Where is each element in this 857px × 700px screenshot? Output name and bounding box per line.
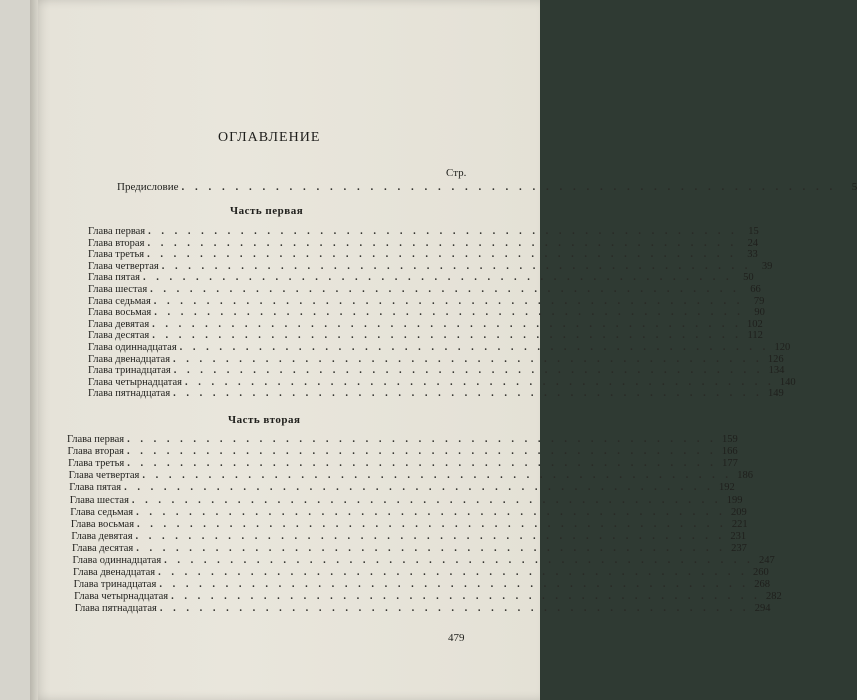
toc-entry [67,434,738,446]
toc-entry [68,470,753,482]
book-page [30,0,857,700]
toc-leader-dots: . . . . . . . . . . . . . . . . . . . . . . . . . . . . . . . . . . . . . . . . . . . . . [173,388,763,400]
toc-leader-dots: . . . . . . . . . . . . . . . . . . . . . . . . . . . . . . . . . . . . . . . . . . . . . [159,579,749,591]
toc-entry-label: Глава пятая [69,482,122,494]
toc-entry-page: 39 [761,260,773,272]
adjacent-page-fragment [0,451,8,465]
toc-entry-label: Глава одиннадцатая [88,342,177,353]
toc-entry [88,307,765,319]
toc-leader-dots: . . . . . . . . . . . . . . . . . . . . . . . . . . . . . . . . . . . . . . . . . . . . . [147,237,738,249]
page-column-label: Стр. [446,167,467,179]
toc-entry-page: 24 [747,237,759,249]
toc-entry-label: Глава восьмая [70,518,135,530]
toc-entry-page: 260 [752,567,769,579]
toc-entry-page: 50 [743,272,754,284]
toc-entry-label: Глава десятая [71,542,134,554]
toc-entry-label: Глава шестая [88,284,148,295]
toc-entry-label: Глава одиннадцатая [72,555,162,566]
toc-leader-dots: . . . . . . . . . . . . . . . . . . . . . . . . . . . . . . . . . . . . . . . . . . . . . [136,542,726,554]
toc-entry-page: 177 [722,458,738,470]
toc-leader-dots: . . . . . . . . . . . . . . . . . . . . . . . . . . . . . . . . . . . . . . . . . . . . . [173,365,764,377]
toc-entry [69,494,743,507]
toc-leader-dots: . . . . . . . . . . . . . . . . . . . . . . . . . . . . . . . . . . . . . . . . . . . . . [173,353,763,365]
toc-leader-dots: . . . . . . . . . . . . . . . . . . . . . . . . . . . . . . . . . . . . . . . . . . . . . [142,470,732,482]
toc-entry-page: 186 [737,470,753,482]
page-title: ОГЛАВЛЕНИЕ [218,130,321,145]
toc-entry [67,446,738,458]
toc-entry-page: 159 [722,434,738,445]
adjacent-page-fragment [0,521,7,535]
toc-entry [88,260,773,273]
toc-entry-label: Глава двенадцатая [73,567,156,579]
toc-entry [88,249,758,261]
toc-leader-dots: . . . . . . . . . . . . . . . . . . . . . . . . . . . . . . . . . . . . . . . . . . . . . [158,567,748,579]
toc-entry-label: Глава первая [88,226,146,237]
adjacent-page-fragment [0,423,9,437]
adjacent-page-fragment [0,563,6,577]
toc-entry [72,555,775,567]
toc-entry-label: Глава четырнадцатая [88,376,182,388]
toc-entry-label: Глава третья [88,249,145,261]
toc-entry-page: 102 [747,318,763,330]
toc-leader-dots: . . . . . . . . . . . . . . . . . . . . . . . . . . . . . . . . . . . . . . . . . . . . . [137,518,727,530]
toc-entry [88,295,765,308]
toc-entry [88,226,759,238]
toc-entry-label: Глава седьмая [70,506,134,518]
toc-entry-label: Глава десятая [88,330,150,342]
toc-entry-page: 282 [765,591,782,603]
toc-entry-page: 66 [750,284,761,295]
toc-entry [73,567,769,579]
toc-entry-page: 79 [753,295,765,307]
toc-entry-label: Глава третья [68,458,125,470]
adjacent-page-fragment [0,479,8,493]
toc-entry-label: Глава пятнадцатая [88,388,171,400]
toc-entry-page: 209 [730,506,747,518]
toc-leader-dots: . . . . . . . . . . . . . . . . . . . . . . . . . . . . . . . . . . . . . . . . . . . . . [127,434,717,445]
toc-entry-label: Глава девятая [71,530,133,542]
adjacent-page-fragment [0,535,7,549]
toc-entry [88,318,763,331]
toc-entry [71,542,747,555]
toc-entry-page: 294 [754,603,771,615]
toc-entry-page: 231 [730,530,747,542]
toc-entry-page: 247 [759,555,775,566]
part-heading-1: Часть первая [230,205,304,217]
toc-leader-dots: . . . . . . . . . . . . . . . . . . . . . . . . . . . . . . . . . . . . . . . . . . . . . . . . . [181,181,837,193]
toc-entry [70,506,747,519]
adjacent-page-fragment [0,409,9,423]
toc-leader-dots: . . . . . . . . . . . . . . . . . . . . . . . . . . . . . . . . . . . . . . . . . . . . . [148,226,738,237]
toc-entry [68,458,738,470]
toc-entry-label: Глава пятая [88,272,140,284]
toc-entry [88,365,785,377]
toc-entry-label: Глава четвертая [68,470,140,482]
toc-leader-dots: . . . . . . . . . . . . . . . . . . . . . . . . . . . . . . . . . . . . . . . . . . . . . [171,591,761,603]
toc-entry-page: 33 [747,249,758,261]
toc-leader-dots: . . . . . . . . . . . . . . . . . . . . . . . . . . . . . . . . . . . . . . . . . . . . . [147,249,737,261]
adjacent-page-text-fragments [0,395,9,577]
toc-leader-dots: . . . . . . . . . . . . . . . . . . . . . . . . . . . . . . . . . . . . . . . . . . . . . [150,284,740,295]
toc-entry-page: 5 [851,181,857,193]
toc-entry-label: Глава восьмая [88,307,152,319]
toc-entry [88,237,759,250]
toc-leader-dots: . . . . . . . . . . . . . . . . . . . . . . . . . . . . . . . . . . . . . . . . . . . . . [164,555,754,566]
toc-entry-label: Глава четвертая [88,260,159,272]
toc-entry-preface [117,181,857,193]
toc-entry-page: 120 [774,342,791,353]
toc-entry [74,591,782,603]
toc-entry [69,482,735,494]
toc-entry-page: 140 [779,376,796,388]
adjacent-page-fragment [0,437,8,451]
toc-leader-dots: . . . . . . . . . . . . . . . . . . . . . . . . . . . . . . . . . . . . . . . . . . . . . [135,530,726,542]
toc-entry-label: Глава девятая [88,318,150,330]
adjacent-page-fragment [0,395,9,409]
toc-leader-dots: . . . . . . . . . . . . . . . . . . . . . . . . . . . . . . . . . . . . . . . . . . . . . [184,376,775,388]
adjacent-page-fragment [0,507,7,521]
toc-entry [88,330,763,342]
toc-entry-page: 126 [767,353,784,365]
toc-entry-page: 192 [719,482,735,494]
adjacent-page-fragment [0,465,8,479]
table-of-contents [30,0,857,700]
toc-entry-label: Глава пятнадцатая [74,603,157,615]
toc-entry-page: 268 [754,579,770,591]
toc-leader-dots: . . . . . . . . . . . . . . . . . . . . . . . . . . . . . . . . . . . . . . . . . . . . . [124,482,714,494]
toc-leader-dots: . . . . . . . . . . . . . . . . . . . . . . . . . . . . . . . . . . . . . . . . . . . . . [131,494,722,506]
toc-entry [88,342,791,354]
toc-entry-page: 15 [748,226,759,237]
toc-entry [88,376,796,389]
toc-entry-label: Глава первая [67,434,125,445]
toc-entry [88,388,784,400]
toc-leader-dots: . . . . . . . . . . . . . . . . . . . . . . . . . . . . . . . . . . . . . . . . . . . . . [136,506,726,518]
toc-entry-label: Глава шестая [69,494,129,506]
toc-entry [70,518,748,531]
toc-leader-dots: . . . . . . . . . . . . . . . . . . . . . . . . . . . . . . . . . . . . . . . . . . . . . [161,260,752,272]
toc-leader-dots: . . . . . . . . . . . . . . . . . . . . . . . . . . . . . . . . . . . . . . . . . . . . . [152,318,742,330]
toc-entry-page: 199 [726,494,743,506]
toc-leader-dots: . . . . . . . . . . . . . . . . . . . . . . . . . . . . . . . . . . . . . . . . . . . . . [142,272,733,284]
page-number: 479 [448,632,465,644]
toc-leader-dots: . . . . . . . . . . . . . . . . . . . . . . . . . . . . . . . . . . . . . . . . . . . . . [179,342,770,353]
toc-entry [88,353,784,366]
toc-entry-label: Глава четырнадцатая [74,591,169,603]
toc-entry-label: Глава вторая [67,446,124,458]
toc-leader-dots: . . . . . . . . . . . . . . . . . . . . . . . . . . . . . . . . . . . . . . . . . . . . . [152,330,742,342]
toc-entry-label: Глава тринадцатая [88,365,171,377]
toc-entry-page: 221 [731,518,748,530]
toc-entry-page: 112 [747,330,763,342]
toc-entry-label: Глава вторая [88,237,145,249]
toc-entry [73,579,770,591]
toc-leader-dots: . . . . . . . . . . . . . . . . . . . . . . . . . . . . . . . . . . . . . . . . . . . . . [153,295,744,307]
toc-entry-page: 90 [754,307,765,319]
toc-leader-dots: . . . . . . . . . . . . . . . . . . . . . . . . . . . . . . . . . . . . . . . . . . . . . [154,307,744,319]
adjacent-page-fragment [0,549,7,563]
toc-entry-label: Предисловие [117,181,179,193]
toc-leader-dots: . . . . . . . . . . . . . . . . . . . . . . . . . . . . . . . . . . . . . . . . . . . . . [126,446,717,458]
toc-entry-page: 166 [721,446,738,458]
toc-entry-label: Глава седьмая [88,295,151,307]
toc-entry [71,530,747,543]
toc-entry [88,272,754,284]
toc-entry [88,284,761,296]
toc-entry-label: Глава двенадцатая [88,353,171,365]
toc-entry-page: 237 [731,542,747,554]
toc-entry [74,603,771,615]
part-heading-2: Часть вторая [228,414,301,426]
toc-entry-page: 149 [768,388,784,400]
toc-leader-dots: . . . . . . . . . . . . . . . . . . . . . . . . . . . . . . . . . . . . . . . . . . . . . [127,458,717,470]
adjacent-page-fragment [0,493,8,507]
toc-entry-page: 134 [768,365,785,377]
toc-entry-label: Глава тринадцатая [73,579,157,591]
toc-leader-dots: . . . . . . . . . . . . . . . . . . . . . . . . . . . . . . . . . . . . . . . . . . . . . [159,603,750,615]
